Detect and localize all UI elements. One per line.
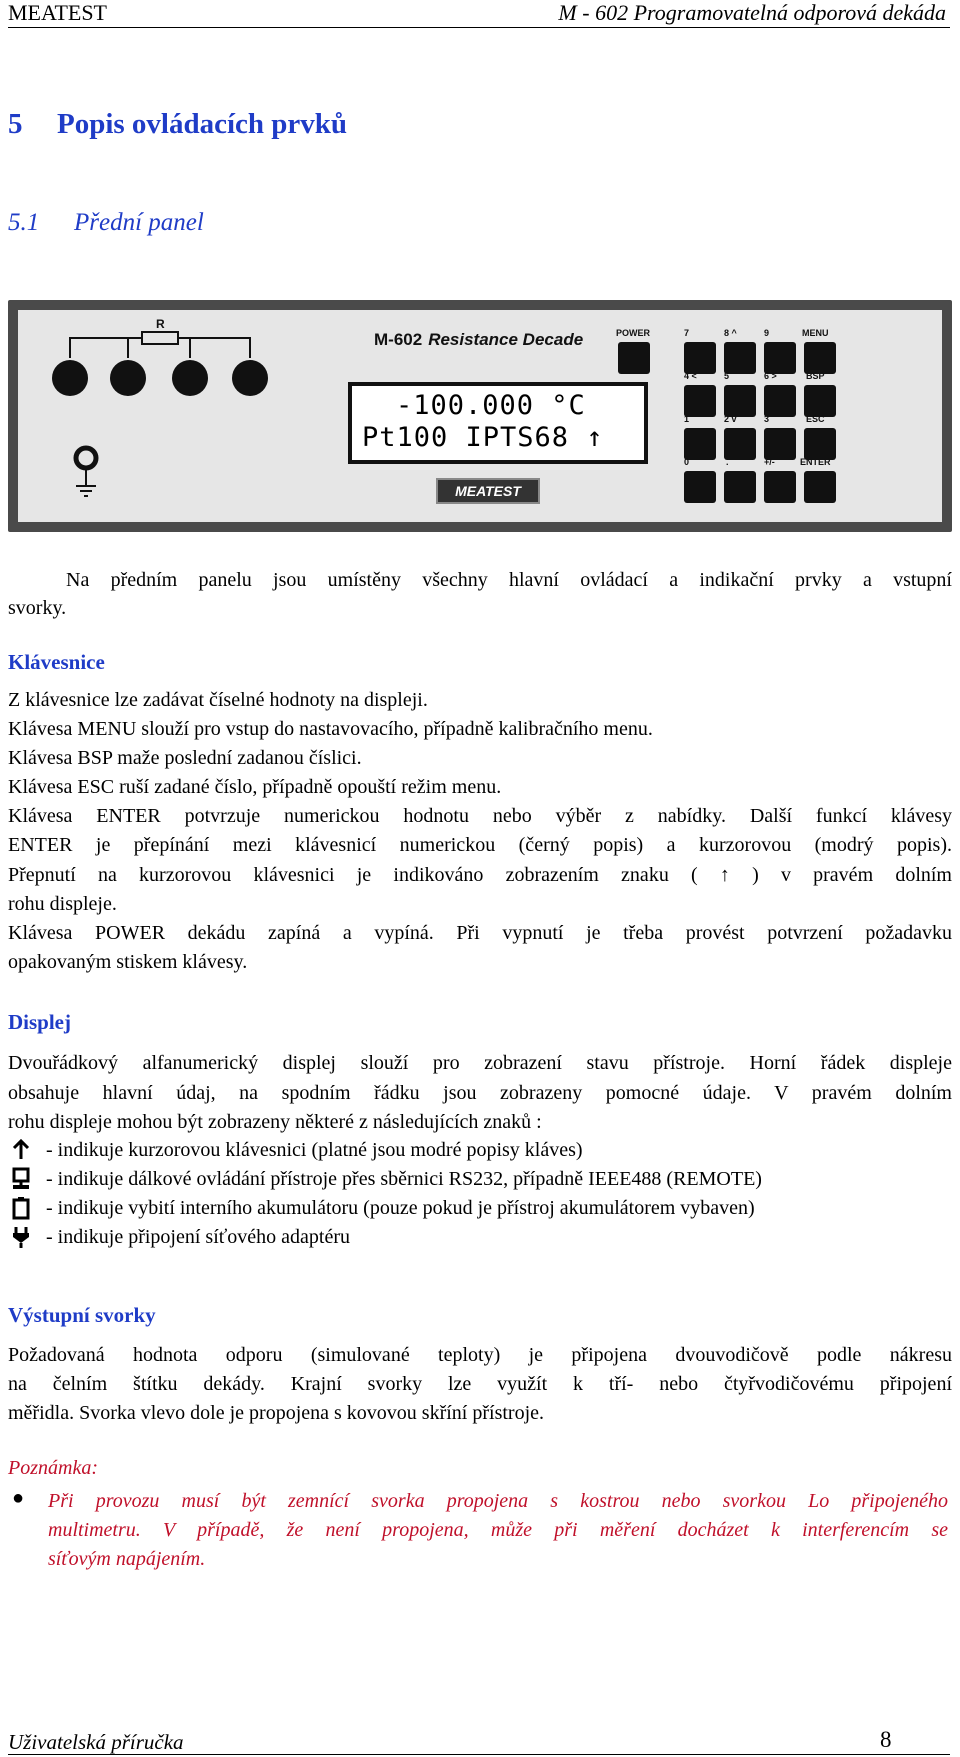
footer-title: Uživatelská příručka (8, 1730, 184, 1754)
key-label-dot: . (726, 457, 729, 467)
footer-rule (8, 1754, 950, 1755)
meatest-logo: MEATEST (436, 478, 540, 504)
key-enter[interactable] (804, 471, 836, 503)
key-8[interactable] (724, 342, 756, 374)
page-number: 8 (880, 1727, 892, 1752)
panel-model-name: Resistance Decade (428, 330, 584, 349)
key-plusminus[interactable] (764, 471, 796, 503)
key-9[interactable] (764, 342, 796, 374)
section-number: 5 (8, 108, 23, 140)
key-4[interactable] (684, 385, 716, 417)
symbol-desc: - indikuje připojení síťového adaptéru (46, 1226, 351, 1248)
key-label-6: 6 > (764, 371, 777, 381)
intro-line-1: Na předním panelu jsou umístěny všechny hlavní ovládací a indikační prvky a vstupní (66, 569, 952, 591)
outputs-heading: Výstupní svorky (8, 1303, 156, 1327)
header-left: MEATEST (8, 0, 107, 25)
key-5[interactable] (724, 385, 756, 417)
key-label-bsp: BSP (806, 371, 825, 381)
section-title: Popis ovládacích prvků (57, 108, 348, 140)
key-1[interactable] (684, 428, 716, 460)
note-line: Při provozu musí být zemnící svorka propojena s kostrou nebo svorkou Lo připojeného (48, 1490, 948, 1512)
symbol-desc: - indikuje kurzorovou klávesnici (platné jsou modré popisy kláves) (46, 1139, 583, 1161)
power-key[interactable] (618, 342, 650, 374)
subsection-heading (8, 209, 204, 237)
key-label-esc: ESC (806, 414, 825, 424)
outputs-line: na čelním štítku dekády. Krajní svorky lze využít k tří- nebo čtyřvodičovému připojení (8, 1373, 952, 1395)
outputs-line: Požadovaná hodnota odporu (simulované teploty) je připojena dvouvodičově podle nákresu (8, 1344, 952, 1366)
note-line: multimetru. V případě, že není propojena, může při měření docházet k interferencím se (48, 1519, 948, 1541)
ground-terminal (76, 448, 96, 468)
symbol-desc: - indikuje vybití interního akumulátoru (pouze pokud je přístroj akumulátorem vybaven) (46, 1197, 755, 1219)
panel-model: M-602 (374, 330, 423, 349)
front-panel-face (18, 310, 942, 522)
keyboard-heading: Klávesnice (8, 650, 105, 674)
key-2[interactable] (724, 428, 756, 460)
key-label-1: 1 (684, 414, 690, 424)
terminal-2 (110, 360, 146, 396)
note-heading: Poznámka: (8, 1457, 98, 1479)
note-line: síťovým napájením. (48, 1548, 206, 1570)
key-0[interactable] (684, 471, 716, 503)
key-label-8: 8 ^ (724, 328, 737, 338)
terminal-3 (172, 360, 208, 396)
remote-computer-icon (10, 1167, 32, 1191)
keyboard-line: Klávesa MENU slouží pro vstup do nastavovacího, případně kalibračního menu. (8, 718, 653, 740)
keyboard-line: Přepnutí na kurzorovou klávesnici je indikováno zobrazením znaku ( ↑ ) v pravém dolním (8, 864, 952, 886)
cursor-arrow-icon (10, 1138, 32, 1162)
key-7[interactable] (684, 342, 716, 374)
section-heading (8, 108, 347, 141)
key-dot[interactable] (724, 471, 756, 503)
subsection-title: Přední panel (74, 209, 204, 236)
lcd-line-1: -100.000 °C (396, 390, 586, 421)
key-6[interactable] (764, 385, 796, 417)
display-line: obsahuje hlavní údaj, na spodním řádku jsou zobrazeny pomocné údaje. V pravém dolním (8, 1082, 952, 1104)
keyboard-line: ENTER je přepínání mezi klávesnicí numerickou (černý popis) a kurzorovou (modrý popis). (8, 834, 952, 856)
key-label-9: 9 (764, 328, 770, 338)
plug-icon (10, 1225, 32, 1249)
front-panel-figure (8, 300, 952, 532)
keyboard-line: opakovaným stiskem klávesy. (8, 951, 248, 973)
key-label-menu: MENU (802, 328, 829, 338)
subsection-number: 5.1 (8, 209, 40, 236)
key-label-plusminus: +/- (764, 457, 775, 467)
key-menu[interactable] (804, 342, 836, 374)
display-line: Dvouřádkový alfanumerický displej slouží pro zobrazení stavu přístroje. Horní řádek displeje (8, 1052, 952, 1074)
lcd-display (348, 382, 648, 464)
key-label-0: 0 (684, 457, 690, 467)
header-right: M - 602 Programovatelná odporová dekáda (558, 0, 946, 25)
key-3[interactable] (764, 428, 796, 460)
resistor-symbol (142, 332, 178, 344)
symbol-desc: - indikuje dálkové ovládání přístroje přes sběrnici RS232, případně IEEE488 (REMOTE) (46, 1168, 762, 1190)
keyboard-line: Klávesa ENTER potvrzuje numerickou hodnotu nebo výběr z nabídky. Další funkcí klávesy (8, 805, 952, 827)
keyboard-line: rohu displeje. (8, 893, 117, 915)
battery-icon (10, 1196, 32, 1220)
keyboard-line: Klávesa ESC ruší zadané číslo, případně opouští režim menu. (8, 776, 502, 798)
intro-line-2: svorky. (8, 597, 67, 619)
keyboard-line: Klávesa BSP maže poslední zadanou číslici. (8, 747, 362, 769)
key-label-4: 4 < (684, 371, 697, 381)
lcd-line-2: Pt100 IPTS68 ↑ (362, 422, 604, 453)
outputs-line: měřidla. Svorka vlevo dole je propojena s kovovou skříní přístroje. (8, 1402, 545, 1424)
key-label-7: 7 (684, 328, 690, 338)
note-bullet: ● (12, 1487, 25, 1509)
key-bsp[interactable] (804, 385, 836, 417)
keyboard-line: Klávesa POWER dekádu zapíná a vypíná. Při vypnutí je třeba provést potvrzení požadavku (8, 922, 952, 944)
terminal-1 (52, 360, 88, 396)
display-heading: Displej (8, 1010, 71, 1034)
display-line: rohu displeje mohou být zobrazeny některé z následujících znaků : (8, 1111, 542, 1133)
key-label-power: POWER (616, 328, 651, 338)
panel-title (374, 330, 583, 350)
key-label-3: 3 (764, 414, 770, 424)
resistor-label: R (156, 317, 165, 331)
key-esc[interactable] (804, 428, 836, 460)
key-label-2: 2 v (724, 414, 737, 424)
keyboard-line: Z klávesnice lze zadávat číselné hodnoty na displeji. (8, 689, 428, 711)
key-label-enter: ENTER (800, 457, 831, 467)
key-label-5: 5 (724, 371, 730, 381)
terminal-4 (232, 360, 268, 396)
header-rule (8, 27, 950, 28)
